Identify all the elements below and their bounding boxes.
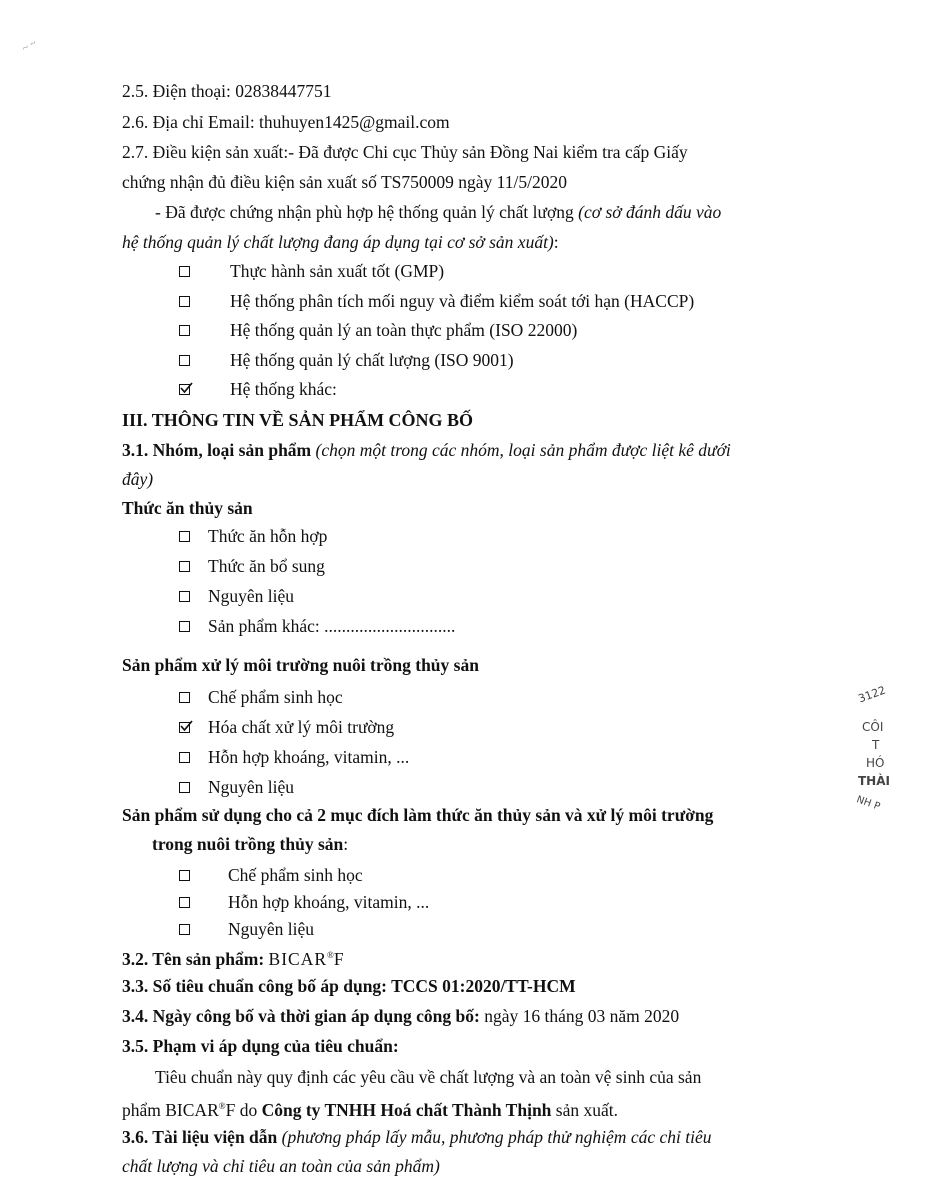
checkbox-label: Hệ thống quản lý chất lượng (ISO 9001) — [230, 349, 514, 370]
scope-text-2a: phẩm BICAR — [122, 1099, 219, 1120]
stamp-line-1: CÔI — [862, 720, 884, 734]
feed-heading: Thức ăn thủy sản — [122, 498, 253, 518]
checkbox[interactable] — [179, 782, 190, 793]
company-stamp — [848, 680, 908, 830]
scope-text-1: Tiêu chuẩn này quy định các yêu cầu về chất lượng và an toàn vệ sinh của sản — [155, 1067, 702, 1087]
conditions-line-1 — [122, 141, 808, 163]
stamp-line-3: HÓ — [866, 756, 885, 770]
product-name-suffix: F — [333, 948, 344, 969]
quality-colon: : — [553, 232, 559, 252]
dual-heading-2 — [152, 833, 348, 855]
refs-label: 3.6. Tài liệu viện dẫn — [122, 1127, 278, 1147]
checkbox-label: Hỗn hợp khoáng, vitamin, ... — [208, 747, 410, 767]
checkbox-label: Hệ thống phân tích mối nguy và điểm kiểm soát tới hạn (HACCP) — [230, 290, 695, 311]
section-3-heading: III. THÔNG TIN VỀ SẢN PHẨM CÔNG BỐ — [122, 410, 474, 430]
checkbox[interactable] — [179, 870, 190, 881]
checked-checkbox[interactable] — [179, 384, 190, 395]
conditions-text-1: 2.7. Điều kiện sản xuất:- Đã được Chi cục Thủy sản Đồng Nai kiểm tra cấp Giấy — [122, 142, 688, 162]
environment-heading: Sản phẩm xử lý môi trường nuôi trồng thủy sản — [122, 655, 479, 675]
refs-note-2: chất lượng và chỉ tiêu an toàn của sản phẩm) — [122, 1156, 440, 1176]
conditions-line-2: chứng nhận đủ điều kiện sản xuất số TS750009 ngày 11/5/2020 — [122, 172, 567, 192]
product-name-line — [122, 944, 344, 970]
checkbox[interactable] — [179, 266, 190, 277]
checkbox-label: Hỗn hợp khoáng, vitamin, ... — [228, 892, 430, 912]
scope-line-2 — [122, 1095, 618, 1121]
checkbox-label: Thức ăn bổ sung — [208, 556, 325, 576]
checkbox-label: Chế phẩm sinh học — [228, 865, 363, 885]
checkbox-label: Chế phẩm sinh học — [208, 687, 343, 707]
scope-text-2c: sản xuất. — [551, 1099, 618, 1120]
quality-line-1 — [155, 201, 721, 223]
checkbox[interactable] — [179, 591, 190, 602]
checkbox-label: Sản phẩm khác: .............................. — [208, 616, 456, 636]
checkbox[interactable] — [179, 561, 190, 572]
scope-line-1 — [155, 1066, 808, 1088]
stamp-line-2: T — [872, 738, 880, 752]
dual-heading-colon: : — [343, 834, 349, 854]
checkbox[interactable] — [179, 692, 190, 703]
checkbox[interactable] — [179, 296, 190, 307]
stamp-number: 3122 — [856, 683, 888, 706]
group-label: 3.1. Nhóm, loại sản phẩm — [122, 440, 312, 460]
scope-sup: ® — [218, 1101, 226, 1111]
date-label: 3.4. Ngày công bố và thời gian áp dụng công bố: — [122, 1006, 480, 1026]
checkbox-label: Thực hành sản xuất tốt (GMP) — [230, 261, 445, 281]
handwritten-mark: ~ ~ — [19, 37, 39, 55]
stamp-line-4: THÀI — [858, 774, 890, 788]
checkbox-label: Nguyên liệu — [208, 777, 295, 797]
product-name-value: BICAR — [268, 948, 328, 969]
checkbox[interactable] — [179, 355, 190, 366]
dual-heading-text-2: trong nuôi trồng thủy sản — [152, 834, 344, 854]
quality-line-2 — [122, 231, 559, 253]
date-value: ngày 16 tháng 03 năm 2020 — [479, 1006, 680, 1026]
quality-note-1: (cơ sở đánh dấu vào — [578, 202, 722, 222]
date-line — [122, 1005, 679, 1027]
checkbox[interactable] — [179, 897, 190, 908]
group-note-2: đây) — [122, 469, 154, 489]
checkbox-label: Hệ thống khác: — [230, 379, 337, 399]
checkbox[interactable] — [179, 924, 190, 935]
quality-note-2: hệ thống quản lý chất lượng đang áp dụng tại cơ sở sản xuất) — [122, 232, 554, 252]
checked-checkbox[interactable] — [179, 722, 190, 733]
checkbox[interactable] — [179, 621, 190, 632]
checkbox-label: Thức ăn hỗn hợp — [208, 526, 328, 546]
checkbox-label: Nguyên liệu — [208, 586, 295, 606]
checkbox-label: Hệ thống quản lý an toàn thực phẩm (ISO 22000) — [230, 320, 578, 340]
checkbox[interactable] — [179, 752, 190, 763]
group-line-1 — [122, 439, 731, 461]
scope-text-2b: F do — [225, 1099, 262, 1120]
checkbox[interactable] — [179, 531, 190, 542]
company-name: Công ty TNHH Hoá chất Thành Thịnh — [261, 1099, 552, 1120]
refs-line-1 — [122, 1126, 711, 1148]
refs-note-1: (phương pháp lấy mẫu, phương pháp thử nghiệm các chỉ tiêu — [281, 1127, 712, 1147]
checkbox[interactable] — [179, 325, 190, 336]
group-note-1: (chọn một trong các nhóm, loại sản phẩm được liệt kê dưới — [315, 440, 731, 460]
email-line: 2.6. Địa chỉ Email: thuhuyen1425@gmail.com — [122, 112, 450, 132]
quality-intro: - Đã được chứng nhận phù hợp hệ thống quản lý chất lượng — [155, 202, 579, 222]
standard-line: 3.3. Số tiêu chuẩn công bố áp dụng: TCCS 01:2020/TT-HCM — [122, 976, 576, 996]
dual-heading-1 — [122, 804, 808, 826]
checkbox-label: Hóa chất xử lý môi trường — [208, 717, 395, 737]
scope-heading: 3.5. Phạm vi áp dụng của tiêu chuẩn: — [122, 1036, 399, 1056]
dual-heading-text-1: Sản phẩm sử dụng cho cả 2 mục đích làm thức ăn thủy sản và xử lý môi trường — [122, 805, 714, 825]
product-name-label: 3.2. Tên sản phẩm: — [122, 948, 269, 969]
checkbox-label: Nguyên liệu — [228, 919, 315, 939]
product-name-sup: ® — [327, 950, 334, 960]
phone-line: 2.5. Điện thoại: 02838447751 — [122, 81, 332, 101]
stamp-line-5: NH P — [854, 794, 882, 813]
checkmark-icon — [179, 382, 193, 396]
checkmark-icon — [179, 720, 193, 734]
